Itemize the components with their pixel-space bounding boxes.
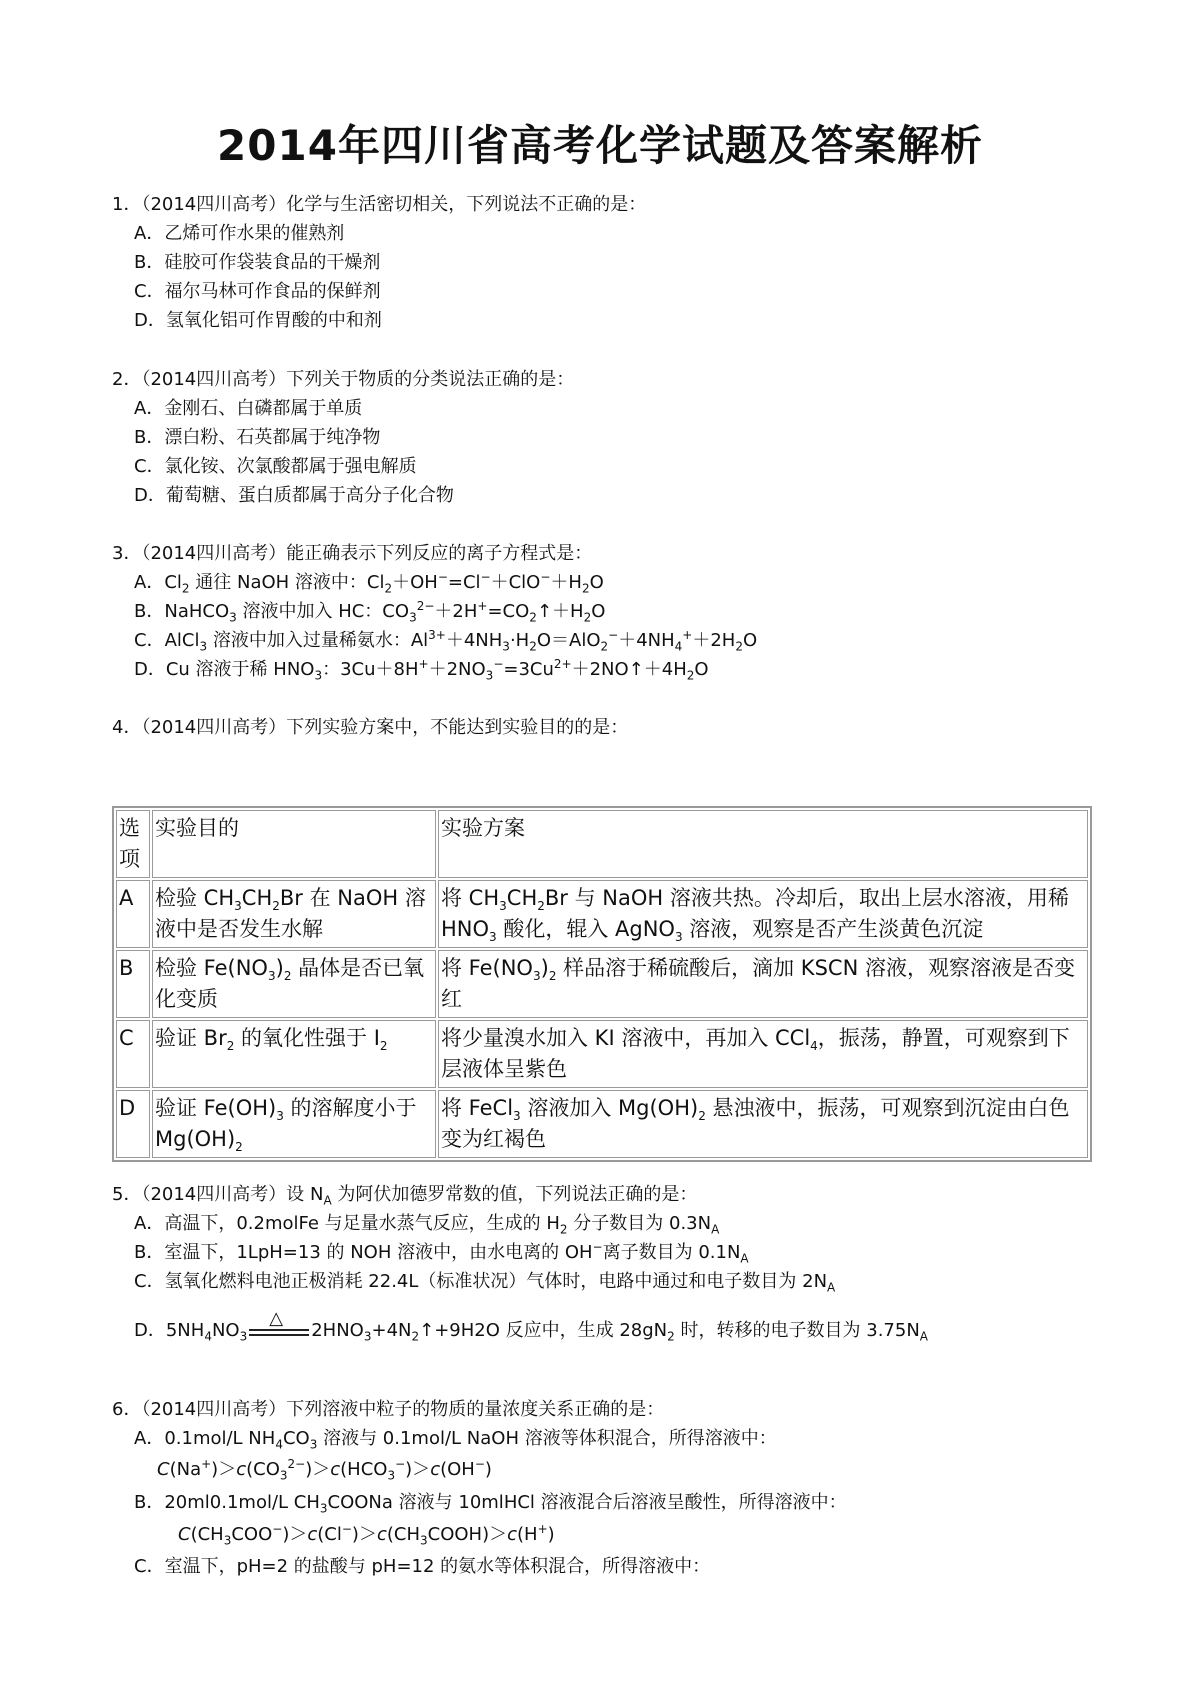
question-2-option-d: D．葡萄糖、蛋白质都属于高分子化合物 (134, 485, 454, 506)
table-row (116, 1020, 1088, 1088)
row-key: A (116, 880, 150, 948)
question-5-option-d: D．$5NH_4NO_3$ △ $2HNO_3+4N_2↑+9H2O$ 反应中，生成 $28gN_2$ 时，转移的电子数目为 $3.75N_A$ (134, 1308, 929, 1344)
question-4-stem: 4．（2014四川高考）下列实验方案中，不能达到实验目的的是： (112, 717, 629, 738)
experiment-table (112, 806, 1092, 1162)
question-3-option-d: D．Cu 溶液于稀 $HNO_3$：$3Cu+8H^++2NO_3^-=3Cu^{2+}+2NO↑+4H_2O$ (134, 657, 709, 683)
question-3-stem: 3．（2014四川高考）能正确表示下列反应的离子方程式是： (112, 543, 593, 564)
header-option: 选项 (116, 810, 150, 878)
header-purpose: 实验目的 (152, 810, 436, 878)
question-6-option-c: C．室温下，pH=2 的盐酸与 pH=12 的氨水等体积混合，所得溶液中： (134, 1556, 711, 1577)
question-2-option-b: B．漂白粉、石英都属于纯净物 (134, 427, 381, 448)
question-1-option-c: C．福尔马林可作食品的保鲜剂 (134, 281, 381, 302)
row-purpose: 验证 $Fe(OH)_3$ 的溶解度小于 $Mg(OH)_2$ (152, 1090, 436, 1158)
table-header-row (116, 810, 1088, 878)
question-6-option-a: A．0.1mol/L $NH_4CO_3$ 溶液与 0.1mol/L NaOH 溶液等体积混合，所得溶液中： (134, 1428, 777, 1452)
question-3-option-c: C．AlCl$_3$ 溶液中加入过量稀氨水：$Al^{3+}+4NH_3\cdot H_2O=AlO_2^-+4NH_4^++2H_2O$ (134, 628, 758, 654)
question-5-option-c: C．氢氧化燃料电池正极消耗 22.4L（标准状况）气体时，电路中通过和电子数目为 $2N_A$ (134, 1271, 836, 1295)
row-plan: 将 $CH_3CH_2Br$ 与 NaOH 溶液共热。冷却后，取出上层水溶液，用稀 $HNO_3$ 酸化，辊入 AgNO$_3$ 溶液，观察是否产生淡黄色沉淀 (438, 880, 1088, 948)
page-title: 2014年四川省高考化学试题及答案解析 (217, 121, 983, 170)
heating-equals-sign (247, 1308, 311, 1344)
question-5-option-b: B．室温下，1LpH=13 的 NOH 溶液中，由水电离的 OH−离子数目为 $0.1N_A$ (134, 1240, 749, 1266)
row-key: D (116, 1090, 150, 1158)
question-6-option-a-relation: $C(Na^+)>c(CO_3^{2-})>c(HCO_3^-)>c(OH^-)$ (157, 1457, 492, 1483)
question-1-option-b: B．硅胶可作袋装食品的干燥剂 (134, 252, 381, 273)
header-plan: 实验方案 (438, 810, 1088, 878)
question-1-stem: 1．（2014四川高考）化学与生活密切相关，下列说法不正确的是： (112, 194, 647, 215)
row-purpose: 检验 $Fe(NO_3)_2$ 晶体是否已氧化变质 (152, 950, 436, 1018)
question-6-option-b-relation: $C(CH_3COO^-)>c(Cl^-)>c(CH_3COOH)>c(H^+)$ (178, 1522, 555, 1548)
table-row (116, 1090, 1088, 1158)
row-key: B (116, 950, 150, 1018)
row-key: C (116, 1020, 150, 1088)
delta-icon: △ (269, 1308, 284, 1329)
row-purpose: 检验 $CH_3CH_2Br$ 在 NaOH 溶液中是否发生水解 (152, 880, 436, 948)
question-1-option-d: D．氢氧化铝可作胃酸的中和剂 (134, 310, 382, 331)
row-plan: 将少量溴水加入 KI 溶液中，再加入 CCl$_4$，振荡，静置，可观察到下层液体呈紫色 (438, 1020, 1088, 1088)
question-5-option-a: A．高温下，0.2molFe 与足量水蒸气反应，生成的 $H_2$ 分子数目为 $0.3N_A$ (134, 1213, 720, 1237)
table-row (116, 950, 1088, 1018)
question-3-option-b: B．NaHCO$_3$ 溶液中加入 HC：$CO_3^{2-}+2H^+=CO_2↑+H_2O$ (134, 599, 606, 625)
row-purpose: 验证 $Br_2$ 的氧化性强于 $I_2$ (152, 1020, 436, 1088)
table-row (116, 880, 1088, 948)
question-6-stem: 6．（2014四川高考）下列溶液中粒子的物质的量浓度关系正确的是： (112, 1399, 665, 1420)
question-6-option-b: B．20ml0.1mol/L $CH_3COONa$ 溶液与 10mlHCl 溶液混合后溶液呈酸性，所得溶液中： (134, 1492, 847, 1516)
row-plan: 将 $Fe(NO_3)_2$ 样品溶于稀硫酸后，滴加 KSCN 溶液，观察溶液是否变红 (438, 950, 1088, 1018)
question-5-stem: 5．（2014四川高考）设 $N_A$ 为阿伏加德罗常数的值，下列说法正确的是： (112, 1184, 698, 1208)
question-2-option-c: C．氯化铵、次氯酸都属于强电解质 (134, 456, 417, 477)
question-1-option-a: A．乙烯可作水果的催熟剂 (134, 223, 345, 244)
question-2-stem: 2．（2014四川高考）下列关于物质的分类说法正确的是： (112, 369, 575, 390)
question-3-option-a: A．$Cl_2$ 通往 NaOH 溶液中：$Cl_2+OH^-=Cl^-+ClO^-+H_2O$ (134, 570, 604, 596)
row-plan: 将 FeCl$_3$ 溶液加入 $Mg(OH)_2$ 悬浊液中，振荡，可观察到沉淀由白色变为红褐色 (438, 1090, 1088, 1158)
question-2-option-a: A．金刚石、白磷都属于单质 (134, 398, 363, 419)
